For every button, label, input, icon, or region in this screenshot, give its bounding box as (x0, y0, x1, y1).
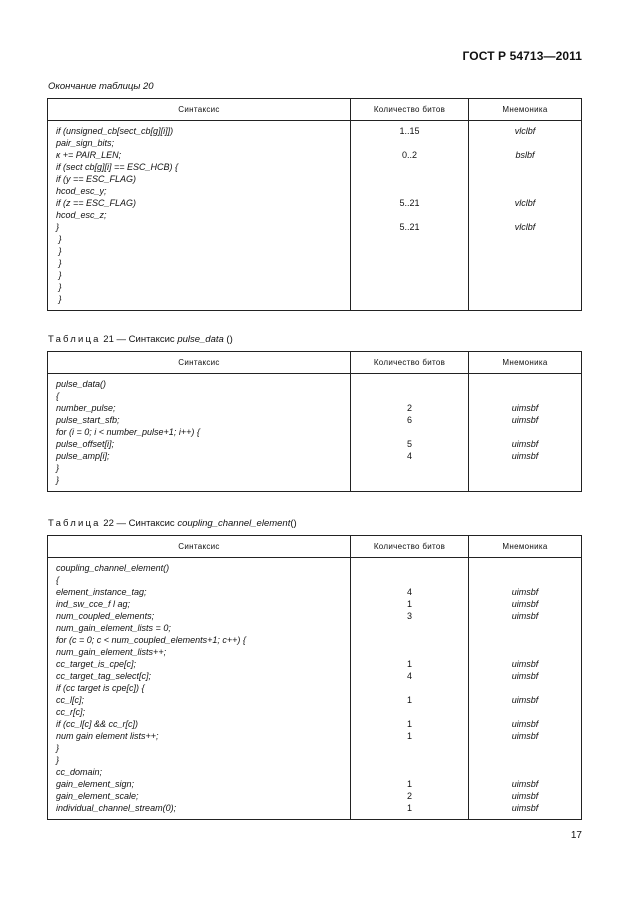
mnemonic-value: vlclbf (514, 222, 536, 232)
syntax-line: pulse_amp[i]; (56, 451, 110, 461)
syntax-line: } (56, 743, 60, 753)
col-header-syntax: Синтаксис (48, 99, 351, 121)
mnemonic-value (469, 378, 581, 390)
syntax-line: } (56, 294, 62, 304)
mnemonic-value (469, 462, 581, 474)
syntax-line: } (56, 246, 62, 256)
bits-value (351, 754, 468, 766)
syntax-line: num_coupled_elements; (56, 611, 155, 621)
syntax-line: if (sect cb[g][i] == ESC_HCB) { (56, 162, 179, 172)
table-body-row (48, 121, 582, 311)
syntax-line: } (56, 475, 60, 485)
col-header-bits: Количество битов (351, 352, 469, 374)
bits-value (351, 646, 468, 658)
bits-value: 4 (406, 587, 412, 597)
mnemonic-value: uimsbf (511, 671, 539, 681)
col-header-mnemonic: Мнемоника (469, 99, 582, 121)
mnemonic-value (469, 137, 581, 149)
col-header-mnemonic: Мнемоника (469, 352, 582, 374)
mnemonic-value: vlclbf (514, 198, 536, 208)
caption-dash: — Синтаксис (113, 518, 178, 529)
bits-value (351, 682, 468, 694)
bits-value (351, 233, 468, 245)
syntax-line: cc_r[c]; (56, 707, 86, 717)
col-header-syntax: Синтаксис (48, 536, 351, 558)
syntax-line: if (y == ESC_FLAG) (56, 174, 137, 184)
syntax-line: gain_element_sign; (56, 779, 135, 789)
syntax-line: individual_channel_stream(0); (56, 803, 177, 813)
bits-value (351, 474, 468, 486)
bits-value (351, 185, 468, 197)
syntax-cell (48, 558, 351, 820)
bits-value (351, 562, 468, 574)
mnemonic-value: uimsbf (511, 731, 539, 741)
caption-name: coupling_channel_element (177, 518, 291, 529)
mnemonic-value: uimsbf (511, 451, 539, 461)
mnemonic-value (469, 742, 581, 754)
bits-value: 3 (406, 611, 412, 621)
caption-prefix: Таблица (48, 334, 101, 345)
mnemonic-value (469, 293, 581, 305)
bits-value (351, 161, 468, 173)
bits-value (351, 281, 468, 293)
mnemonic-value (469, 682, 581, 694)
mnemonic-value (469, 185, 581, 197)
syntax-line: num_gain_element_lists++; (56, 647, 167, 657)
syntax-line: cc_domain; (56, 767, 103, 777)
mnemonic-value (469, 474, 581, 486)
mnemonic-cell (469, 121, 582, 311)
mnemonic-value: uimsbf (511, 587, 539, 597)
syntax-line: к += PAIR_LEN; (56, 150, 122, 160)
mnemonic-cell (469, 558, 582, 820)
bits-value: 4 (406, 451, 412, 461)
bits-value (351, 390, 468, 402)
bits-value: 1 (406, 803, 412, 813)
table-21 (47, 351, 582, 492)
mnemonic-value: uimsbf (511, 611, 539, 621)
mnemonic-value (469, 390, 581, 402)
caption-name: pulse_data (177, 334, 224, 345)
mnemonic-value: uimsbf (511, 791, 539, 801)
syntax-line: hcod_esc_y; (56, 186, 107, 196)
page-number: 17 (570, 830, 582, 841)
bits-value: 5..21 (399, 222, 420, 232)
mnemonic-value (469, 562, 581, 574)
syntax-line: cc_target_is_cpe[c]; (56, 659, 137, 669)
syntax-line: if (cc target is cpe[c]) { (56, 683, 145, 693)
mnemonic-value: uimsbf (511, 659, 539, 669)
mnemonic-value (469, 209, 581, 221)
mnemonic-value: uimsbf (511, 403, 539, 413)
table-body-row (48, 374, 582, 492)
syntax-line: { (56, 575, 60, 585)
bits-value (351, 742, 468, 754)
mnemonic-value (469, 634, 581, 646)
mnemonic-value (469, 281, 581, 293)
mnemonic-value (469, 257, 581, 269)
caption-number: 21 (103, 334, 114, 345)
mnemonic-value: uimsbf (511, 695, 539, 705)
syntax-cell (48, 121, 351, 311)
syntax-line: cc_l[c]; (56, 695, 85, 705)
syntax-line: pulse_offset[i]; (56, 439, 115, 449)
bits-value: 5 (406, 439, 412, 449)
bits-cell (351, 558, 469, 820)
syntax-line: ind_sw_cce_f l ag; (56, 599, 131, 609)
syntax-line: } (56, 463, 60, 473)
bits-value: 4 (406, 671, 412, 681)
bits-value (351, 426, 468, 438)
mnemonic-value (469, 574, 581, 586)
syntax-line: } (56, 270, 62, 280)
table-body-row (48, 558, 582, 820)
bits-value: 1 (406, 779, 412, 789)
mnemonic-value (469, 766, 581, 778)
mnemonic-value (469, 161, 581, 173)
syntax-line: if (unsigned_cb[sect_cb[g][i]]) (56, 126, 174, 136)
bits-value: 6 (406, 415, 412, 425)
syntax-line: pulse_start_sfb; (56, 415, 120, 425)
caption-number: 22 (103, 518, 114, 529)
bits-value (351, 245, 468, 257)
syntax-cell (48, 374, 351, 492)
bits-value: 5..21 (399, 198, 420, 208)
syntax-line: if (cc_l[c] && cc_r[c]) (56, 719, 139, 729)
mnemonic-value: uimsbf (511, 415, 539, 425)
bits-value (351, 574, 468, 586)
mnemonic-value (469, 245, 581, 257)
bits-value: 1 (406, 719, 412, 729)
table-20 (47, 98, 582, 311)
mnemonic-value (469, 646, 581, 658)
bits-value: 2 (406, 791, 412, 801)
syntax-line: hcod_esc_z; (56, 210, 107, 220)
mnemonic-value (469, 173, 581, 185)
bits-value (351, 378, 468, 390)
bits-value (351, 293, 468, 305)
table20-caption: Окончание таблицы 20 (48, 81, 154, 92)
bits-value (351, 209, 468, 221)
syntax-line: num gain element lists++; (56, 731, 159, 741)
bits-value: 1 (406, 695, 412, 705)
syntax-line: } (56, 234, 62, 244)
col-header-bits: Количество битов (351, 536, 469, 558)
caption-dash: — Синтаксис (113, 334, 178, 345)
bits-cell (351, 121, 469, 311)
bits-value: 1 (406, 599, 412, 609)
mnemonic-value: uimsbf (511, 719, 539, 729)
syntax-line: } (56, 222, 60, 232)
bits-value (351, 137, 468, 149)
syntax-line: pair_sign_bits; (56, 138, 115, 148)
bits-value (351, 257, 468, 269)
mnemonic-cell (469, 374, 582, 492)
syntax-line: for (c = 0; c < num_coupled_elements+1; c++) { (56, 635, 246, 645)
syntax-line: num_gain_element_lists = 0; (56, 623, 171, 633)
standard-code: ГОСТ Р 54713—2011 (462, 49, 582, 63)
bits-cell (351, 374, 469, 492)
syntax-line: } (56, 755, 60, 765)
mnemonic-value: uimsbf (511, 439, 539, 449)
bits-value (351, 269, 468, 281)
caption-prefix: Таблица (48, 518, 101, 529)
table22-caption (48, 518, 297, 529)
mnemonic-value (469, 754, 581, 766)
syntax-line: gain_element_scale; (56, 791, 139, 801)
caption-suffix: () (223, 334, 233, 345)
mnemonic-value: uimsbf (511, 599, 539, 609)
bits-value (351, 462, 468, 474)
syntax-line: element_instance_tag; (56, 587, 147, 597)
mnemonic-value (469, 233, 581, 245)
syntax-line: } (56, 282, 62, 292)
mnemonic-value: uimsbf (511, 779, 539, 789)
col-header-bits: Количество битов (351, 99, 469, 121)
bits-value: 2 (406, 403, 412, 413)
syntax-line: cc_target_tag_select[c]; (56, 671, 152, 681)
bits-value (351, 634, 468, 646)
bits-value (351, 173, 468, 185)
bits-value: 1 (406, 659, 412, 669)
bits-value: 1 (406, 731, 412, 741)
syntax-line: number_pulse; (56, 403, 116, 413)
mnemonic-value: bslbf (515, 150, 535, 160)
mnemonic-value: uimsbf (511, 803, 539, 813)
mnemonic-value: vlclbf (514, 126, 536, 136)
bits-value (351, 766, 468, 778)
syntax-line: { (56, 391, 60, 401)
bits-value (351, 706, 468, 718)
bits-value: 0..2 (401, 150, 417, 160)
caption-suffix: () (290, 518, 297, 529)
syntax-line: } (56, 258, 62, 268)
bits-value: 1..15 (399, 126, 420, 136)
mnemonic-value (469, 622, 581, 634)
syntax-line: pulse_data() (56, 379, 107, 389)
mnemonic-value (469, 269, 581, 281)
col-header-mnemonic: Мнемоника (469, 536, 582, 558)
bits-value (351, 622, 468, 634)
col-header-syntax: Синтаксис (48, 352, 351, 374)
table21-caption (48, 334, 233, 345)
syntax-line: for (i = 0; i < number_pulse+1; i++) { (56, 427, 200, 437)
table-22 (47, 535, 582, 820)
syntax-line: coupling_channel_element() (56, 563, 170, 573)
mnemonic-value (469, 426, 581, 438)
mnemonic-value (469, 706, 581, 718)
syntax-line: if (z == ESC_FLAG) (56, 198, 137, 208)
